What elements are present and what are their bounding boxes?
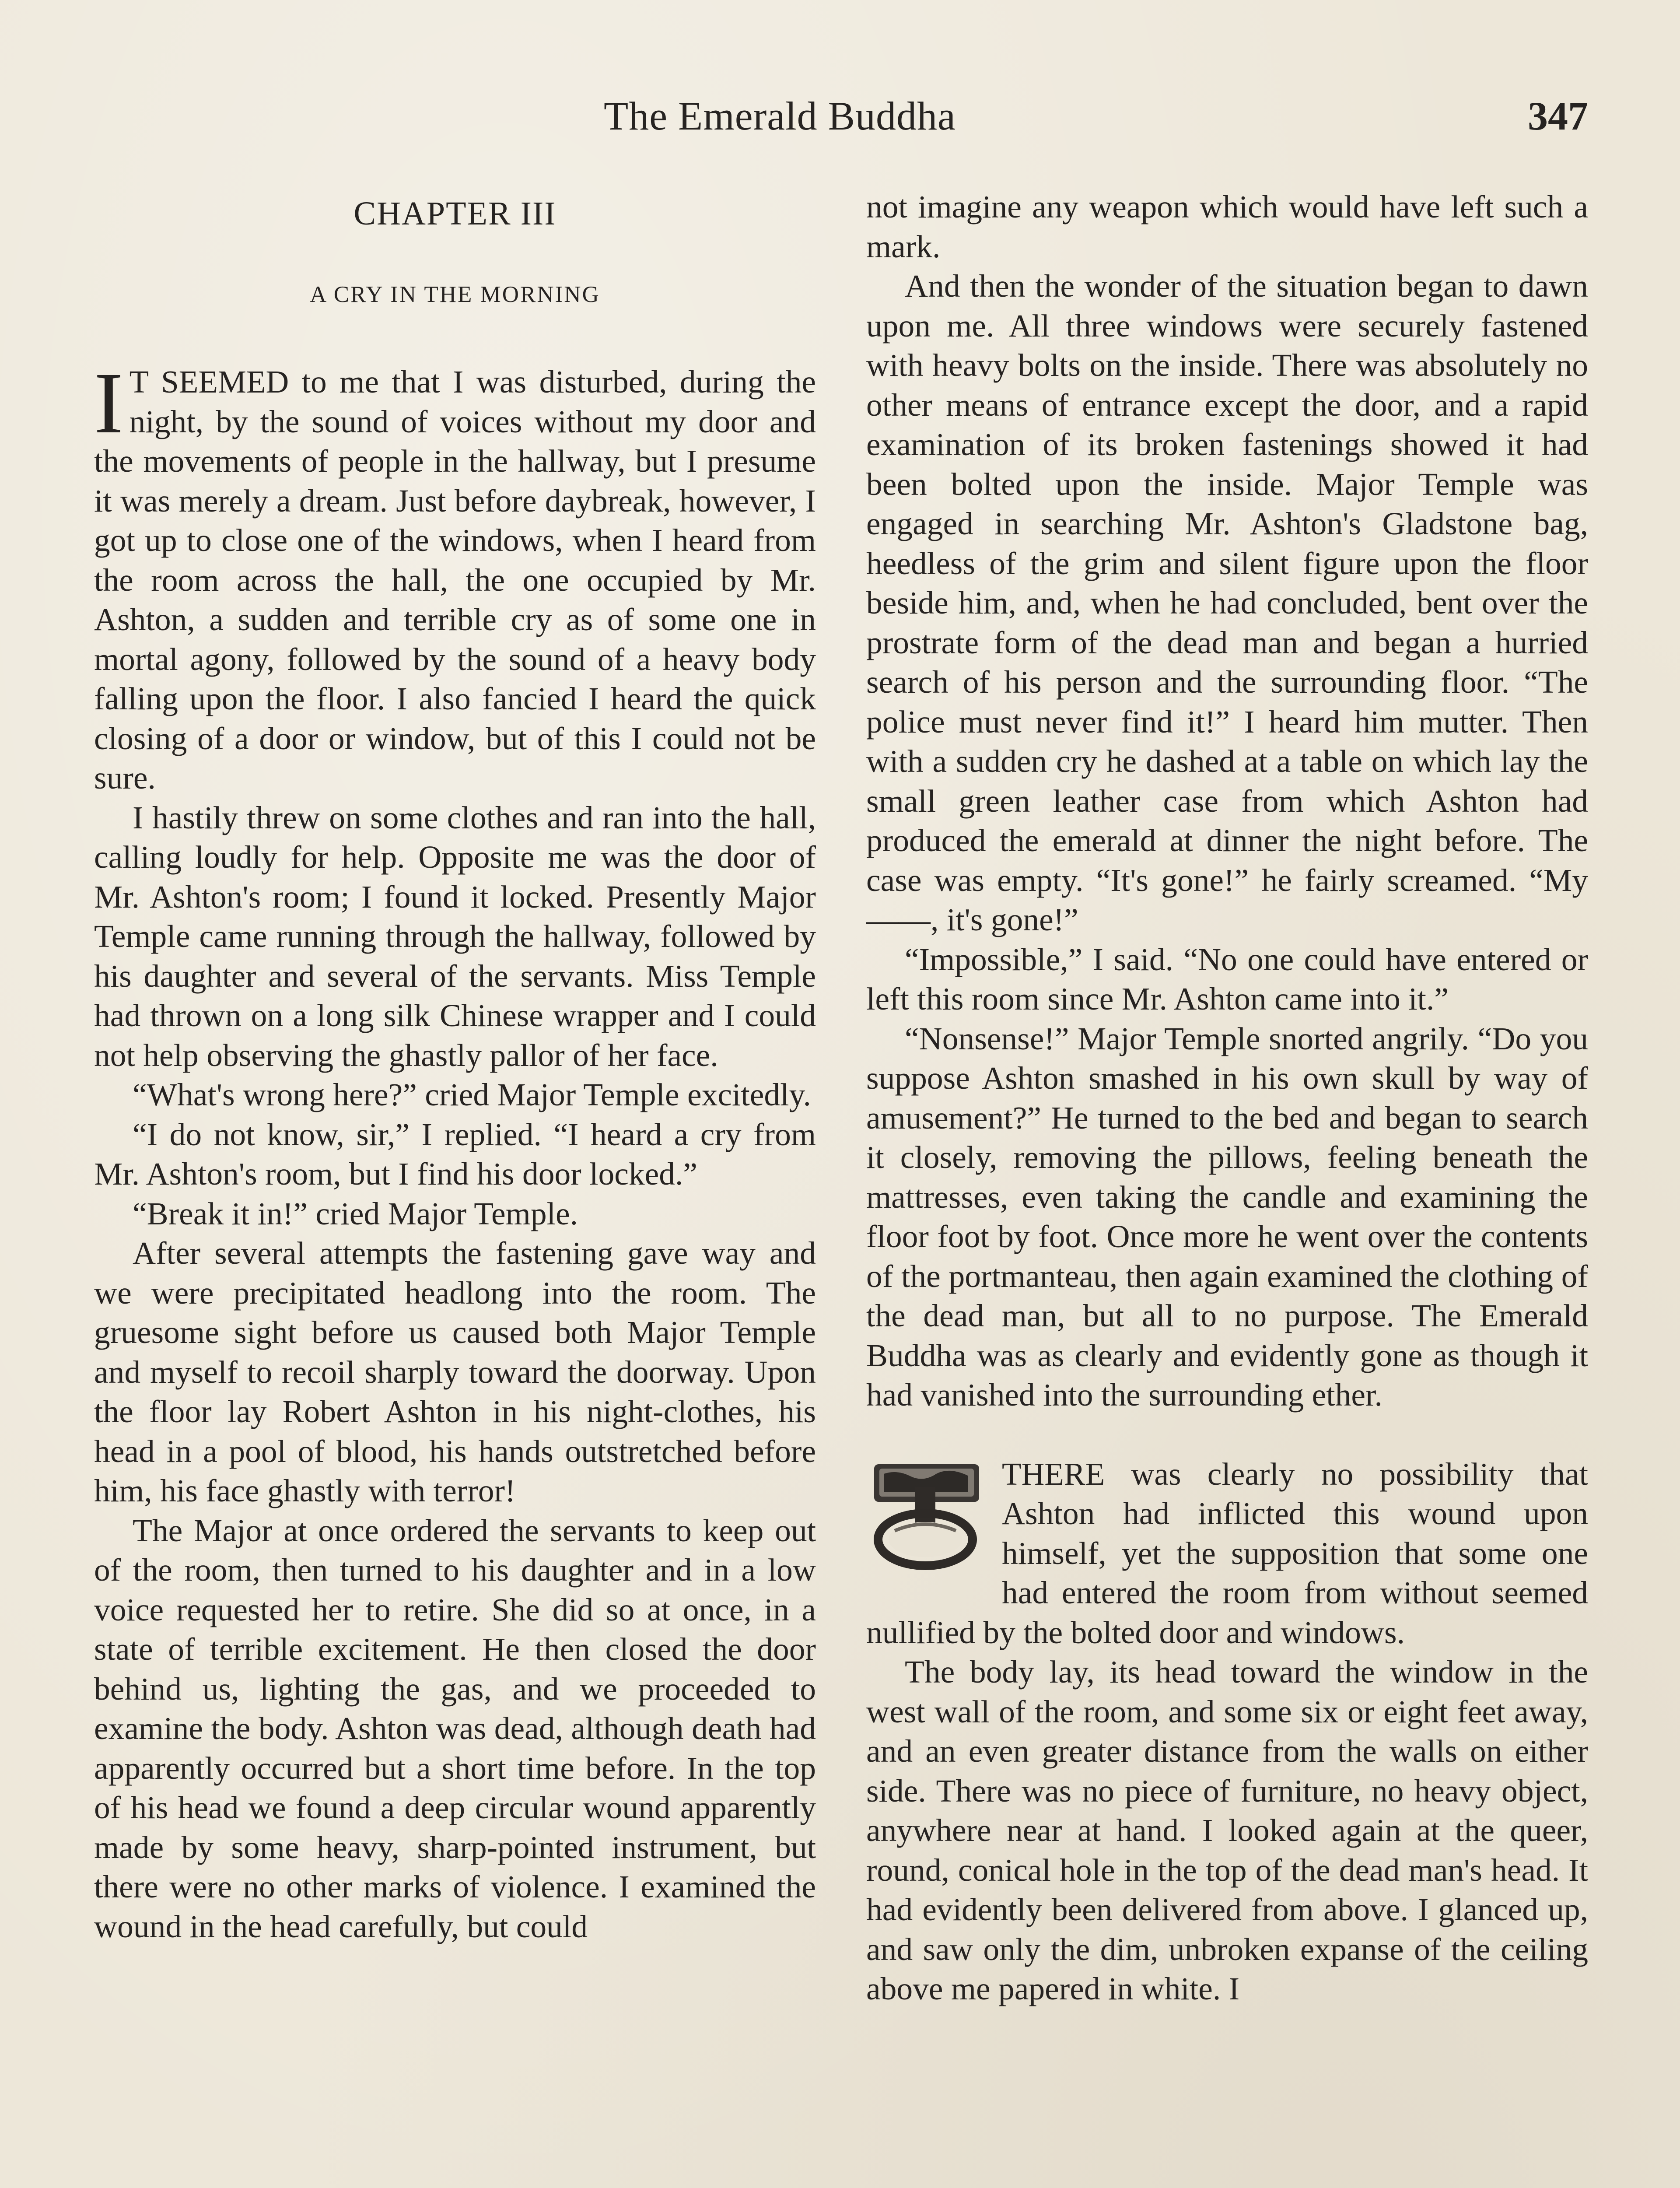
paragraph: not imagine any weapon which would have left such a mark. bbox=[866, 189, 1588, 264]
paragraph: The Major at once ordered the servants to keep out of the room, then turned to his daughter and in a low voice requested her to retire. She did so at once, in a state of terrible excitement. He then closed the door behind us, lighting the gas, and we proceeded to examine the body. Ashton was dead, although death had apparently occurred but a short time before. In the top of his head we found a deep circular wound apparently made by some heavy, sharp-pointed instrument, but there were no other marks of violence. I examined the wound in the head carefully, but could bbox=[94, 1512, 816, 1944]
paragraph: “What's wrong here?” cried Major Temple excitedly. bbox=[133, 1077, 811, 1112]
paragraph-text: to me that I was disturbed, during the night, by the sound of voices without my door and the movements of people in the hallway, but I presume it was merely a dream. Just before daybreak, however, I got up to close one of the windows, when I heard from the room across the hall, the one occupied by Mr. Ashton, a sudden and terrible cry as of some one in mortal agony, followed by the sound of a heavy body falling upon the floor. I also fancied I heard the quick closing of a door or window, but of this I could not be sure. bbox=[94, 364, 816, 796]
paragraph: After several attempts the fastening gave way and we were precipitated headlong into the room. The gruesome sight before us caused both Major Temple and myself to recoil sharply toward the doorway. Upon the floor lay Robert Ashton in his night-clothes, his head in a pool of blood, his hands outstretched before him, his face ghastly with terror! bbox=[94, 1235, 816, 1508]
paragraph bbox=[94, 355, 816, 798]
paragraph: “Nonsense!” Major Temple snorted angrily. “Do you suppose Ashton smashed in his own skull by way of amusement?” He turned to the bed and began to search it closely, removing the pillows, feeling beneath the mattresses, even taking the candle and examining the floor foot by foot. Once more he went over the contents of the portmanteau, then again examined the clothing of the dead man, but all to no purpose. The Emerald Buddha was as clearly and evidently gone as though it had vanished into the surrounding ether. bbox=[866, 1020, 1588, 1413]
paragraph: The body lay, its head toward the window in the west wall of the room, and some six or eight feet away, and an even greater distance from the walls on either side. There was no piece of furniture, no heavy object, anywhere near at hand. I looked again at the queer, round, conical hole in the top of the dead man's head. It had evidently been delivered from above. I glanced up, and saw only the dim, unbroken expanse of the ceiling above me papered in white. I bbox=[866, 1654, 1588, 2006]
ornamental-initial-T-icon bbox=[866, 1461, 984, 1570]
left-column bbox=[94, 187, 816, 1946]
drop-cap: I bbox=[94, 355, 123, 452]
paragraph: “I do not know, sir,” I replied. “I heard a cry from Mr. Ashton's room, but I find his door locked.” bbox=[94, 1116, 816, 1192]
paragraph-text: was clearly no possibility that Ashton had inflicted this wound upon himself, yet the supposition that some one had entered the room from without seemed nullified by the bolted door and windows. bbox=[866, 1456, 1588, 1650]
opening-caps: T SEEMED bbox=[129, 364, 289, 400]
opening-caps: THERE bbox=[1002, 1456, 1105, 1492]
running-head bbox=[0, 88, 1680, 149]
page-number: 347 bbox=[1528, 94, 1588, 138]
paragraph: I hastily threw on some clothes and ran into the hall, calling loudly for help. Opposite me was the door of Mr. Ashton's room; I found it locked. Presently Major Temple came running through the hallway, followed by his daughter and several of the servants. Miss Temple had thrown on a long silk Chinese wrapper and I could not help observing the ghastly pallor of her face. bbox=[94, 799, 816, 1073]
paragraph: “Impossible,” I said. “No one could have entered or left this room since Mr. Ashton came into it.” bbox=[866, 941, 1588, 1017]
section-break bbox=[866, 1415, 1588, 1455]
chapter-number: CHAPTER III bbox=[354, 195, 556, 232]
right-column bbox=[866, 187, 1588, 2009]
paragraph bbox=[866, 1455, 1588, 1653]
paragraph: “Break it in!” cried Major Temple. bbox=[133, 1196, 578, 1231]
chapter-title: A CRY IN THE MORNING bbox=[310, 282, 600, 307]
running-title: The Emerald Buddha bbox=[604, 94, 956, 138]
paragraph: And then the wonder of the situation began to dawn upon me. All three windows were securely fastened with heavy bolts on the inside. There was absolutely no other means of entrance except the door, and a rapid examination of its broken fastenings showed it had been bolted upon the inside. Major Temple was engaged in searching Mr. Ashton's Gladstone bag, heedless of the grim and silent figure upon the floor beside him, and, when he had concluded, bent over the prostrate form of the dead man and began a hurried search of his person and the surrounding floor. “The police must never find it!” I heard him mutter. Then with a sudden cry he dashed at a table on which lay the small green leather case from which Ashton had produced the emerald at dinner the night before. The case was empty. “It's gone!” he fairly screamed. “My ——, it's gone!” bbox=[866, 268, 1588, 937]
